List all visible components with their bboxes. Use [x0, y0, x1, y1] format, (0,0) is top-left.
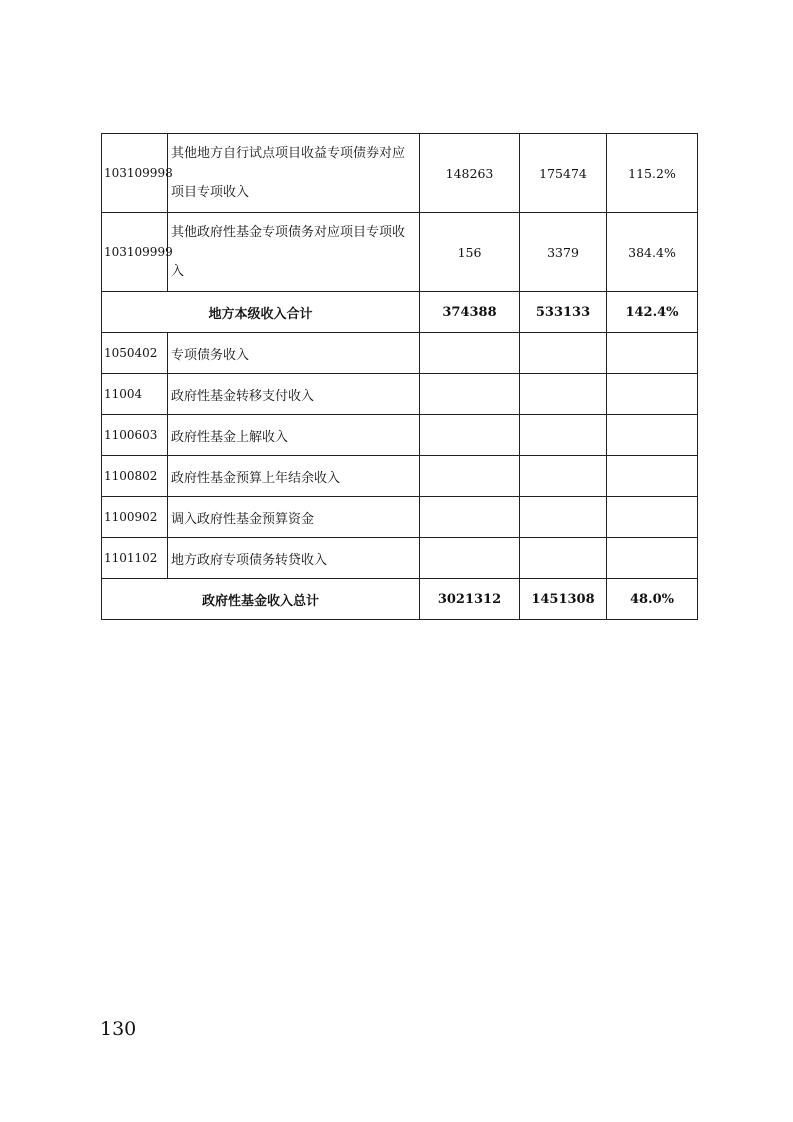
- table-row: [102, 134, 698, 213]
- table-row: [102, 415, 698, 456]
- page-number: 130: [100, 1018, 137, 1040]
- row-percent: [607, 374, 698, 415]
- row-curr-value: [520, 333, 607, 374]
- total-percent: 48.0%: [607, 579, 698, 620]
- row-curr-value: [520, 456, 607, 497]
- row-curr-value: 175474: [520, 134, 607, 213]
- row-name: 地方政府专项债务转贷收入: [168, 538, 420, 579]
- total-label: 政府性基金收入总计: [102, 579, 420, 620]
- row-percent: [607, 456, 698, 497]
- row-prev-value: [420, 538, 520, 579]
- subtotal-label: 地方本级收入合计: [102, 292, 420, 333]
- row-percent: [607, 415, 698, 456]
- table-row: [102, 374, 698, 415]
- total-curr-value: 1451308: [520, 579, 607, 620]
- row-name: 专项债务收入: [168, 333, 420, 374]
- row-code: 1100902: [102, 497, 168, 538]
- row-code: 1100603: [102, 415, 168, 456]
- row-prev-value: [420, 456, 520, 497]
- row-prev-value: 156: [420, 213, 520, 292]
- row-code: 11004: [102, 374, 168, 415]
- row-curr-value: [520, 415, 607, 456]
- row-percent: [607, 333, 698, 374]
- row-curr-value: 3379: [520, 213, 607, 292]
- row-prev-value: 148263: [420, 134, 520, 213]
- row-curr-value: [520, 538, 607, 579]
- row-code: 103109999: [102, 213, 168, 292]
- row-name: 其他地方自行试点项目收益专项债券对应项目专项收入: [168, 134, 420, 213]
- row-code: 1050402: [102, 333, 168, 374]
- total-row: [102, 579, 698, 620]
- row-name: 政府性基金转移支付收入: [168, 374, 420, 415]
- row-code: 1100802: [102, 456, 168, 497]
- row-code: 103109998: [102, 134, 168, 213]
- row-name: 政府性基金上解收入: [168, 415, 420, 456]
- table-row: [102, 333, 698, 374]
- row-percent: [607, 538, 698, 579]
- row-curr-value: [520, 374, 607, 415]
- subtotal-percent: 142.4%: [607, 292, 698, 333]
- table-row: [102, 456, 698, 497]
- row-name: 调入政府性基金预算资金: [168, 497, 420, 538]
- row-prev-value: [420, 374, 520, 415]
- subtotal-curr-value: 533133: [520, 292, 607, 333]
- row-name: 其他政府性基金专项债务对应项目专项收入: [168, 213, 420, 292]
- total-prev-value: 3021312: [420, 579, 520, 620]
- row-prev-value: [420, 333, 520, 374]
- row-code: 1101102: [102, 538, 168, 579]
- row-percent: 115.2%: [607, 134, 698, 213]
- row-percent: 384.4%: [607, 213, 698, 292]
- subtotal-prev-value: 374388: [420, 292, 520, 333]
- subtotal-row: [102, 292, 698, 333]
- table-row: [102, 538, 698, 579]
- row-percent: [607, 497, 698, 538]
- table-row: [102, 497, 698, 538]
- budget-table: [101, 133, 698, 620]
- row-prev-value: [420, 415, 520, 456]
- row-prev-value: [420, 497, 520, 538]
- table-row: [102, 213, 698, 292]
- row-name: 政府性基金预算上年结余收入: [168, 456, 420, 497]
- row-curr-value: [520, 497, 607, 538]
